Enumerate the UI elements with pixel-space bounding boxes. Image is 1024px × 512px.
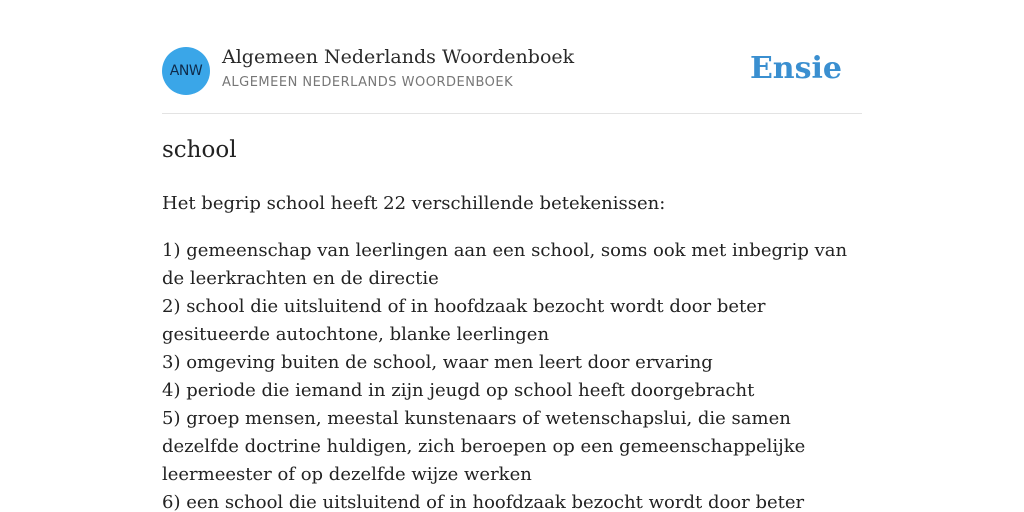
dictionary-subtitle: ALGEMEEN NEDERLANDS WOORDENBOEK [222,75,514,90]
anw-logo[interactable] [162,47,210,95]
meaning-item[interactable]: 2) school die uitsluitend of in hoofdzaak bezocht wordt door beter gesitueerde autochtone, blanke leerlingen [162,296,766,345]
meaning-item[interactable]: 6) een school die uitsluitend of in hoofdzaak bezocht wordt door beter [162,492,805,512]
meaning-item[interactable]: 3) omgeving buiten de school, waar men leert door ervaring [162,352,713,373]
page-title: school [162,137,237,163]
meaning-item[interactable]: 4) periode die iemand in zijn jeugd op school heeft doorgebracht [162,380,755,401]
page-container [162,0,862,512]
site-header [162,0,862,114]
meaning-item[interactable]: 1) gemeenschap van leerlingen aan een school, soms ook met inbegrip van de leerkrachten en de directie [162,240,848,289]
ensie-brand-link[interactable]: Ensie [749,51,842,86]
logo-text: ANW [169,63,203,79]
meanings-intro: Het begrip school heeft 22 verschillende betekenissen: [162,193,666,214]
meaning-item[interactable]: 5) groep mensen, meestal kunstenaars of wetenschapslui, die samen dezelfde doctrine huldigen, zich beroepen op een gemeenschappelijke leermeester of op dezelfde wijze werken [162,408,806,485]
dictionary-title-link[interactable]: Algemeen Nederlands Woordenboek [222,46,575,68]
meanings-list [162,237,862,512]
